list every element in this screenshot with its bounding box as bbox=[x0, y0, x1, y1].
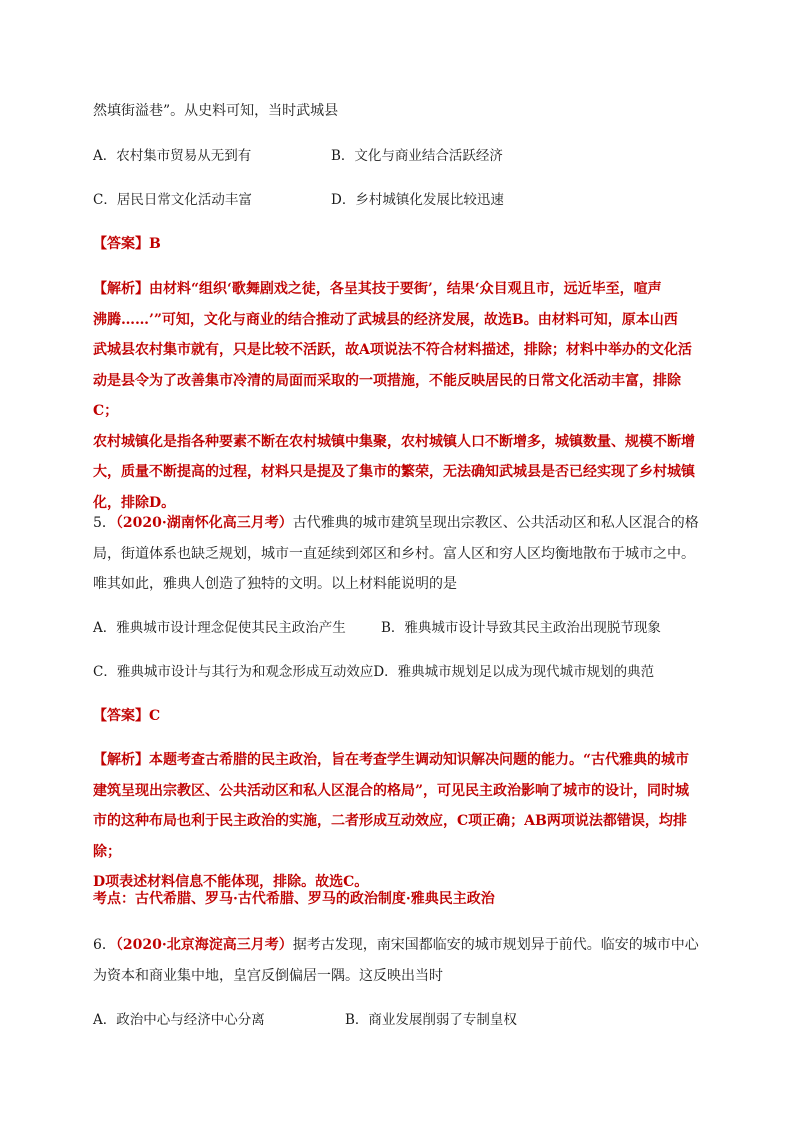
q4-analysis bbox=[93, 274, 703, 518]
q4-option-d: D．乡村城镇化发展比较迅速 bbox=[331, 192, 504, 208]
q4-answer bbox=[93, 234, 161, 254]
q5-options-row-1 bbox=[93, 618, 661, 638]
q4-analysis-line: 农村城镇化是指各种要素不断在农村城镇中集聚，农村城镇人口不断增多，城镇数量、规模不断增 bbox=[93, 433, 695, 450]
q5-answer-value: C bbox=[149, 708, 161, 724]
q5-stem-line: 局，街道体系也缺乏规划，城市一直延续到郊区和乡村。富人区和穷人区均衡地散布于城市之中。 bbox=[93, 545, 695, 562]
q5-answer-label: 【答案】 bbox=[93, 708, 149, 724]
q5-option-a: A．雅典城市设计理念促使其民主政治产生 bbox=[93, 620, 346, 636]
q4-answer-value: B bbox=[149, 236, 161, 252]
q4-analysis-line: 大，质量不断提高的过程，材料只是提及了集市的繁荣，无法确知武城县是否已经实现了乡村城镇 bbox=[93, 464, 695, 480]
q6-stem-line: 6．（2020·北京海淀高三月考）据考古发现，南宋国都临安的城市规划异于前代。临安的城市中心 bbox=[93, 937, 699, 953]
q5-analysis-line: 建筑呈现出宗教区、公共活动区和私人区混合的格局”，可见民主政治影响了城市的设计，同时城 bbox=[93, 782, 690, 799]
q4-options-row-2 bbox=[93, 190, 504, 210]
q5-analysis-line: D项表述材料信息不能体现，排除。故选C。 bbox=[93, 874, 369, 890]
q5-option-b: B．雅典城市设计导致其民主政治出现脱节现象 bbox=[381, 620, 661, 636]
q4-analysis-line: 动是县令为了改善集市冷清的局面而采取的一项措施，不能反映居民的日常文化活动丰富，排除C； bbox=[93, 372, 681, 419]
q6-option-a: A．政治中心与经济中心分离 bbox=[93, 1012, 265, 1028]
q5-option-d: D．雅典城市规划足以成为现代城市规划的典范 bbox=[373, 664, 655, 680]
q5-stem-line: 5．（2020·湖南怀化高三月考）古代雅典的城市建筑呈现出宗教区、公共活动区和私人区混合的格 bbox=[93, 515, 699, 531]
q5-source: （2020·湖南怀化高三月考） bbox=[115, 515, 293, 531]
q5-analysis-line: 市的这种布局也利于民主政治的实施，二者形成互动效应，C项正确；AB两项说法都错误，均排除； bbox=[93, 813, 687, 860]
q4-option-c: C．居民日常文化活动丰富 bbox=[93, 192, 252, 208]
q5-stem-line: 唯其如此，雅典人创造了独特的文明。以上材料能说明的是 bbox=[93, 576, 457, 592]
q6-source: （2020·北京海淀高三月考） bbox=[115, 937, 293, 953]
q5-stem bbox=[93, 508, 703, 600]
q4-analysis-line: 武城县农村集市就有，只是比较不活跃，故A项说法不符合材料描述，排除；材料中举办的文化活 bbox=[93, 342, 692, 358]
q6-options-row-1 bbox=[93, 1010, 517, 1030]
q4-option-b: B．文化与商业结合活跃经济 bbox=[331, 148, 503, 164]
q4-analysis-line: 【解析】由材料“组织‘歌舞剧戏之徒，各呈其技于要街’，结果‘众目观且市，远近毕至，喧声 bbox=[93, 281, 662, 297]
q4-answer-label: 【答案】 bbox=[93, 236, 149, 252]
q4-options-row-1 bbox=[93, 146, 503, 166]
q4-analysis-line: 沸腾……’”可知，文化与商业的结合推动了武城县的经济发展，故选B。由材料可知，原本山西 bbox=[93, 311, 678, 328]
q6-stem-line: 为资本和商业集中地，皇宫反倒偏居一隅。这反映出当时 bbox=[93, 967, 443, 984]
q5-analysis-label: 【解析】 bbox=[93, 752, 149, 768]
q6-option-b: B．商业发展削弱了专制皇权 bbox=[345, 1012, 517, 1028]
q5-option-c: C．雅典城市设计与其行为和观念形成互动效应 bbox=[93, 664, 374, 680]
q4-stem-tail: 然填街溢巷”。从史料可知，当时武城县 bbox=[93, 103, 339, 119]
q4-option-a: A．农村集市贸易从无到有 bbox=[93, 148, 252, 164]
q4-analysis-line: 化，排除D。 bbox=[93, 494, 176, 511]
q5-number: 5． bbox=[93, 515, 116, 531]
q5-topic: 考点：古代希腊、罗马·古代希腊、罗马的政治制度·雅典民主政治 bbox=[93, 891, 495, 907]
q6-number: 6． bbox=[93, 937, 116, 953]
q6-stem bbox=[93, 930, 703, 991]
q5-analysis bbox=[93, 745, 703, 898]
q5-answer bbox=[93, 706, 160, 726]
q5-analysis-line: 【解析】本题考查古希腊的民主政治，旨在考查学生调动知识解决问题的能力。“古代雅典的城市 bbox=[93, 752, 690, 768]
q5-options-row-2 bbox=[93, 662, 654, 682]
q4-analysis-label: 【解析】 bbox=[93, 281, 149, 297]
